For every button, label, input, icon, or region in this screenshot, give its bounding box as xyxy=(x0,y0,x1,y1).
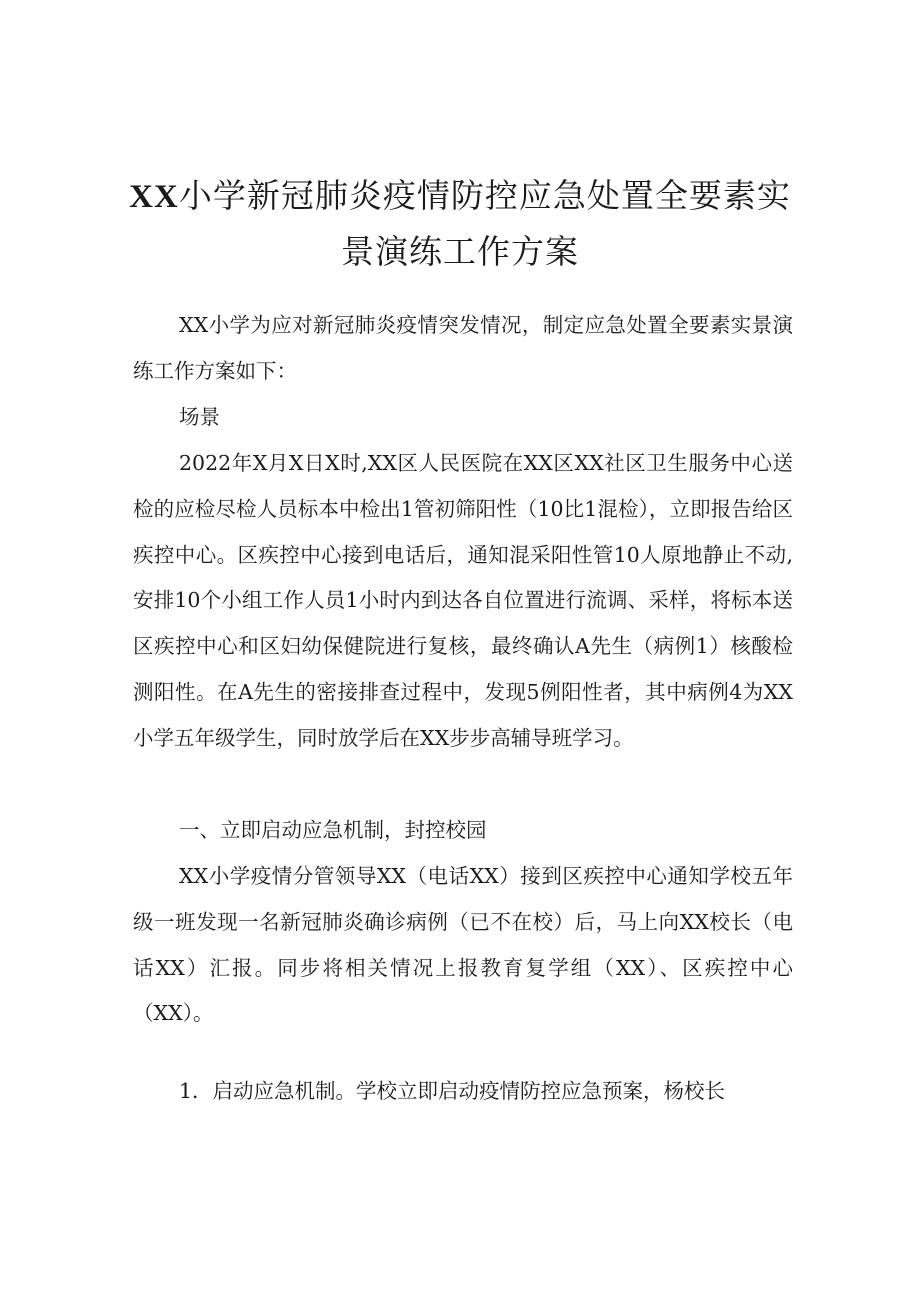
document-title-line-1 xyxy=(120,166,800,227)
scenario-paragraph: 2022年X月X日X时,XX区人民医院在XX区XX社区卫生服务中心送检的应检尽检人员标本中检出1管初筛阳性（10比1混检），立即报告给区疾控中心。区疾控中心接到电话后，通知混采阳性管10人原地静止不动,安排10个小组工作人员1小时内到达各自位置进行流调、采样，将标本送区疾控中心和区妇幼保健院进行复核，最终确认A先生（病例1）核酸检测阳性。在A先生的密接排查过程中，发现5例阳性者，其中病例4为XX小学五年级学生，同时放学后在XX步步高辅导班学习。 xyxy=(133,451,793,750)
intro-paragraph: XX小学为应对新冠肺炎疫情突发情况，制定应急处置全要素实景演练工作方案如下： xyxy=(133,313,793,383)
title-line-1-text: 小学新冠肺炎疫情防控应急处置全要素实 xyxy=(178,176,791,215)
item-1-paragraph: 1．启动应急机制。学校立即启动疫情防控应急预案，杨校长 xyxy=(179,1079,726,1103)
scene-heading: 场景 xyxy=(179,405,220,429)
section-1-heading: 一、立即启动应急机制，封控校园 xyxy=(179,818,487,842)
notification-paragraph: XX小学疫情分管领导XX（电话XX）接到区疾控中心通知学校五年级一班发现一名新冠肺炎确诊病例（已不在校）后，马上向XX校长（电话XX）汇报。同步将相关情况上报教育复学组（XX）、区疾控中心（XX）。 xyxy=(133,864,793,1026)
document-title-line-2: 景演练工作方案 xyxy=(341,232,579,271)
title-prefix: XX xyxy=(129,179,179,215)
